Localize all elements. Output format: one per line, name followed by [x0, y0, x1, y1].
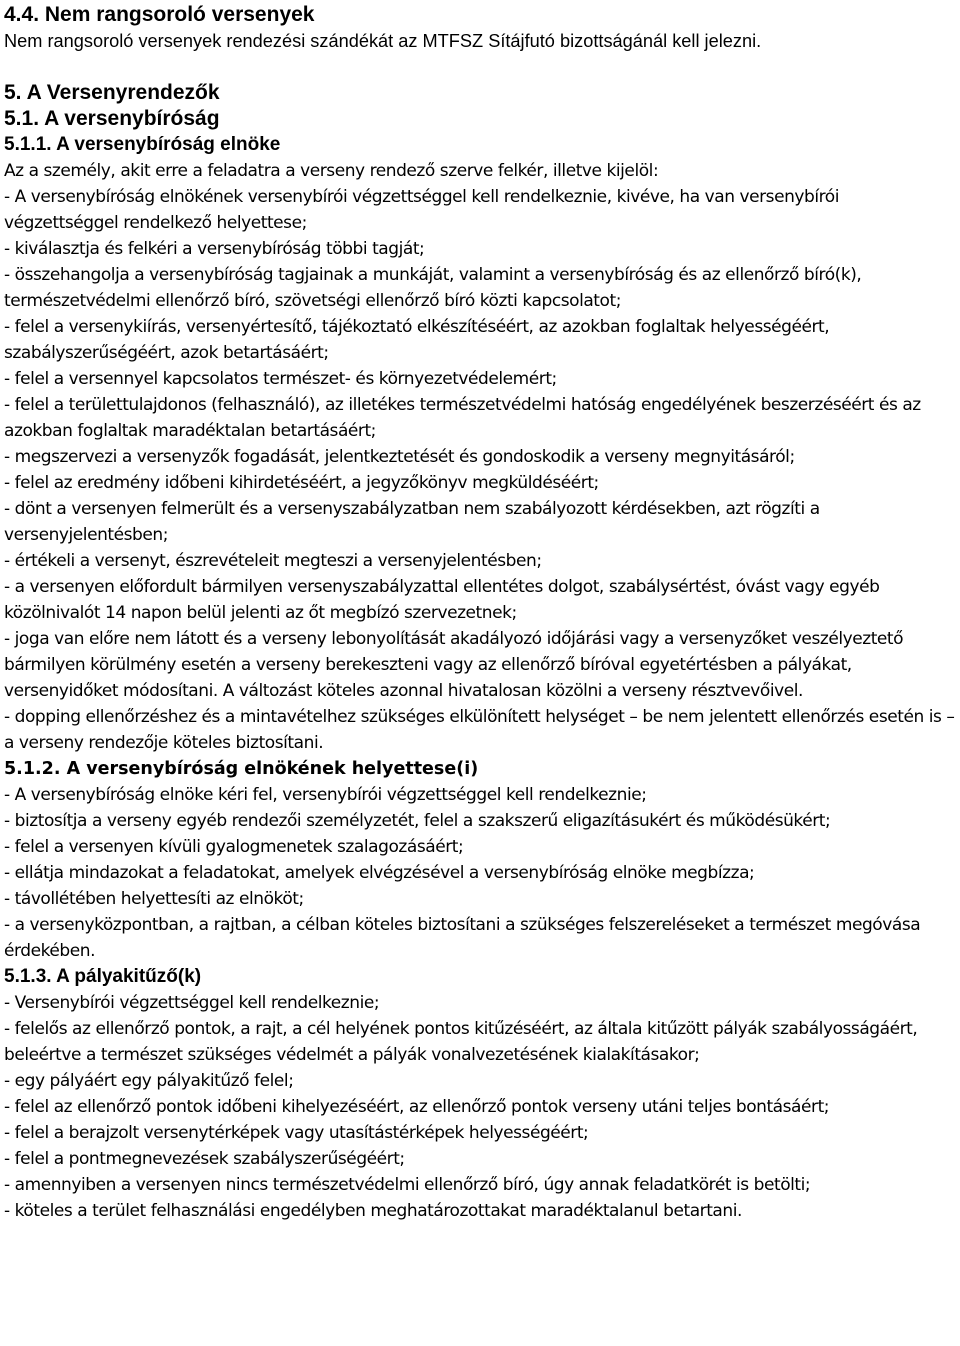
section-5-1-1-body	[4, 158, 958, 756]
list-item: - köteles a terület felhasználási engedélyben meghatározottakat maradéktalanul betartani.	[4, 1201, 742, 1221]
section-5-1-3-body	[4, 990, 958, 1224]
list-item: - távollétében helyettesíti az elnököt;	[4, 889, 304, 909]
heading-5-1-3: 5.1.3. A pályakitűző(k)	[4, 966, 202, 987]
list-item: - a versenyen előfordult bármilyen versenyszabályzattal ellentétes dolgot, szabálysértést, óvást vagy egyéb közölnivalót 14 napon belül jelenti az őt megbízó szervezetnek;	[4, 577, 880, 623]
list-item: - joga van előre nem látott és a verseny lebonyolítását akadályozó időjárási vagy a versenyzőket veszélyeztető bármilyen körülmény esetén a verseny berekeszteni vagy az ellenőrző bíróval egyetértésben a pályákat, versenyidőket módosítani. A változást köteles azonnal hivatalosan közölni a verseny résztvevőivel.	[4, 629, 904, 701]
list-item: - felel a versennyel kapcsolatos természet- és környezetvédelemért;	[4, 369, 557, 389]
list-item: - ellátja mindazokat a feladatokat, amelyek elvégzésével a versenybíróság elnöke megbízza;	[4, 863, 755, 883]
list-item: - megszervezi a versenyzők fogadását, jelentkeztetését és gondoskodik a verseny megnyitásáról;	[4, 447, 795, 467]
heading-5-1-1: 5.1.1. A versenybíróság elnöke	[4, 134, 281, 155]
section-5-1-2-body	[4, 782, 958, 964]
list-item: - A versenybíróság elnöke kéri fel, versenybírói végzettséggel kell rendelkeznie;	[4, 785, 647, 805]
paragraph-4-4: Nem rangsoroló versenyek rendezési szándékát az MTFSZ Sítájfutó bizottságánál kell jelezni.	[4, 31, 762, 51]
spacer	[4, 54, 958, 80]
heading-5-1: 5.1. A versenybíróság	[4, 107, 220, 130]
list-item: - dopping ellenőrzéshez és a mintavételhez szükséges elkülönített helységet – be nem jelentett ellenőrzés esetén is – a verseny rendezője köteles biztosítani.	[4, 707, 955, 753]
heading-5-1-2: 5.1.2. A versenybíróság elnökének helyettese(i)	[4, 759, 479, 779]
list-item: - felel az ellenőrző pontok időbeni kihelyezéséért, az ellenőrző pontok verseny utáni teljes bontásáért;	[4, 1097, 830, 1117]
document-page	[4, 2, 958, 1224]
list-item: - összehangolja a versenybíróság tagjainak a munkáját, valamint a versenybíróság és az ellenőrző bíró(k), természetvédelmi ellenőrző bíró, szövetségi ellenőrző bíró közti kapcsolatot;	[4, 265, 862, 311]
list-item: - A versenybíróság elnökének versenybírói végzettséggel kell rendelkeznie, kivéve, ha van versenybírói végzettséggel rendelkező helyettese;	[4, 187, 840, 233]
list-item: - egy pályáért egy pályakitűző felel;	[4, 1071, 294, 1091]
list-item: - felel a versenyen kívüli gyalogmenetek szalagozásáért;	[4, 837, 464, 857]
heading-4-4: 4.4. Nem rangsoroló versenyek	[4, 3, 315, 26]
list-item: - értékeli a versenyt, észrevételeit megteszi a versenyjelentésben;	[4, 551, 542, 571]
list-item: - a versenyközpontban, a rajtban, a célban köteles biztosítani a szükséges felszereléseket a természet megóvása érdekében.	[4, 915, 921, 961]
list-item: Az a személy, akit erre a feladatra a verseny rendező szerve felkér, illetve kijelöl:	[4, 161, 659, 181]
heading-5: 5. A Versenyrendezők	[4, 81, 220, 104]
list-item: - dönt a versenyen felmerült és a versenyszabályzatban nem szabályozott kérdésekben, azt rögzíti a versenyjelentésben;	[4, 499, 820, 545]
list-item: - felel a berajzolt versenytérképek vagy utasítástérképek helyességéért;	[4, 1123, 589, 1143]
list-item: - Versenybírói végzettséggel kell rendelkeznie;	[4, 993, 380, 1013]
list-item: - kiválasztja és felkéri a versenybíróság többi tagját;	[4, 239, 425, 259]
list-item: - amennyiben a versenyen nincs természetvédelmi ellenőrző bíró, úgy annak feladatkörét is betölti;	[4, 1175, 811, 1195]
list-item: - felel az eredmény időbeni kihirdetéséért, a jegyzőkönyv megküldéséért;	[4, 473, 599, 493]
list-item: - felel a pontmegnevezések szabályszerűségéért;	[4, 1149, 405, 1169]
list-item: - felelős az ellenőrző pontok, a rajt, a cél helyének pontos kitűzéséért, az általa kitűzött pályák szabályosságáért, beleértve a természet szükséges védelmét a pályák vonalvezetésének kialakításakor;	[4, 1019, 918, 1065]
list-item: - biztosítja a verseny egyéb rendezői személyzetét, felel a szakszerű eligazításukért és működésükért;	[4, 811, 831, 831]
list-item: - felel a versenykiírás, versenyértesítő, tájékoztató elkészítéséért, az azokban foglaltak helyességéért, szabályszerűségéért, azok betartásáért;	[4, 317, 830, 363]
list-item: - felel a területtulajdonos (felhasználó), az illetékes természetvédelmi hatóság engedélyének beszerzéséért és az azokban foglaltak maradéktalan betartásáért;	[4, 395, 921, 441]
